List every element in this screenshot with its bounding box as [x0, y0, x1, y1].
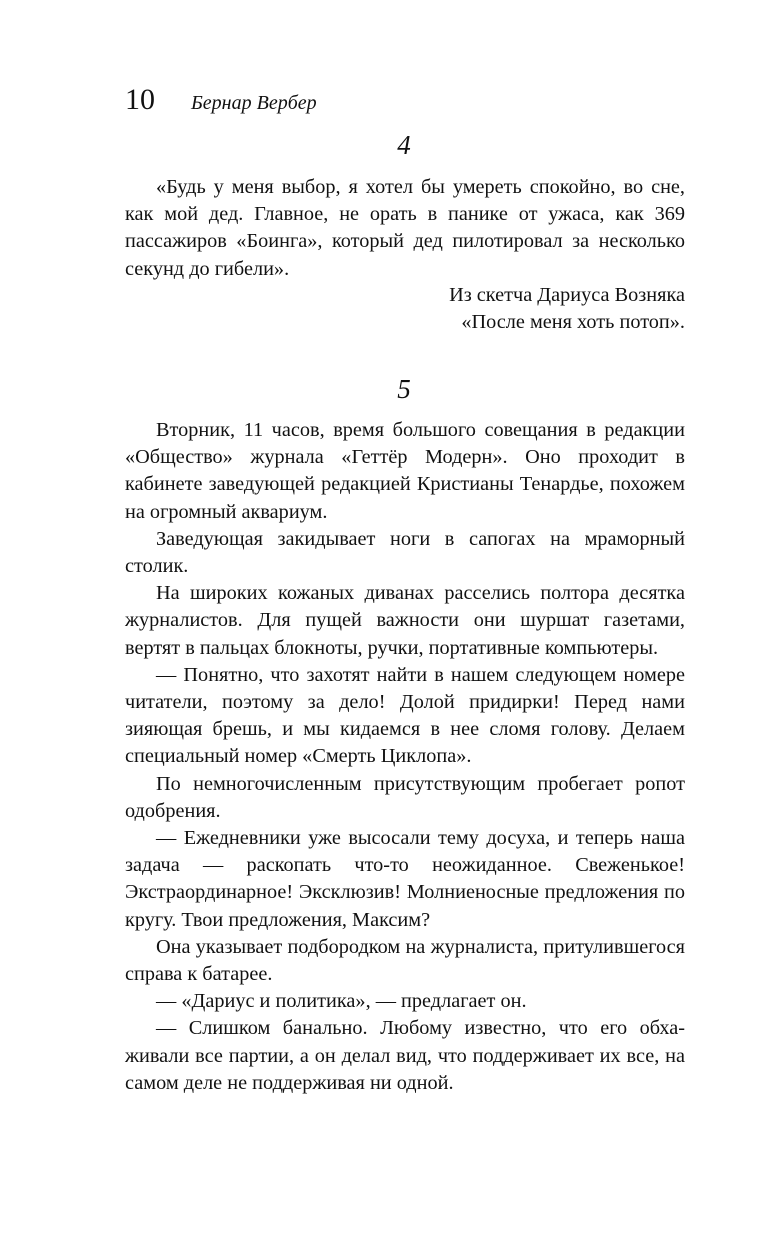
running-title: Бернар Вербер — [191, 92, 317, 114]
paragraph: Она указывает подбородком на журналиста, притулившегося справа к батарее. — [125, 935, 685, 986]
epigraph-text: «Будь у меня выбор, я хотел бы умереть спокойно, во сне, как мой дед. Главное, не орать в панике от ужаса, как 369 пассажиров «Боинга», который дед пилотировал за несколько секунд до гибели». — [125, 176, 685, 280]
page-number: 10 — [125, 83, 155, 116]
paragraph: — Слишком банально. Любому известно, что его обхаживали все партии, а он делал вид, что поддерживает их все, на самом деле не поддерживая ни одной. — [125, 1017, 685, 1094]
epigraph-source-title: «После меня хоть потоп». — [461, 311, 685, 334]
chapter-number-4: 4 — [397, 130, 411, 160]
chapter-number-5: 5 — [397, 374, 411, 404]
chapter-5-text — [125, 417, 685, 1097]
paragraph: — «Дариус и политика», — предлагает он. — [156, 990, 527, 1013]
paragraph: На широких кожаных диванах расселись полтора десятка журналистов. Для пущей важности они шуршат газетами, вертят в пальцах блокноты, ручки, портативные компьютеры. — [125, 582, 685, 659]
epigraph — [125, 174, 685, 283]
paragraph: По немногочисленным присутствующим пробегает ропот одобрения. — [125, 772, 685, 822]
page-header — [125, 82, 317, 118]
epigraph-source-author: Из скетча Дариуса Возняка — [449, 284, 685, 306]
paragraph: Вторник, 11 часов, время большого совещания в редакции «Общество» журнала «Геттёр Модерн». Оно проходит в кабинете заведующей редакцией Кристианы Тенардье, похожем на огромный аквариум. — [125, 419, 685, 523]
paragraph: Заведующая закидывает ноги в сапогах на мраморный столик. — [125, 527, 685, 578]
epigraph-source — [125, 282, 685, 336]
paragraph: — Понятно, что захотят найти в нашем следующем номере читатели, поэтому за дело! Долой придирки! Перед нами зияющая брешь, и мы кидаемся в нее сломя голову. Делаем специальный номер «Смерть Циклопа». — [125, 663, 685, 768]
paragraph: — Ежедневники уже высосали тему досуха, и теперь наша задача — раскопать что-то неожиданное. Свеженькое! Экстраординарное! Эксклюзив! Молниеносные предложения по кругу. Твои предложения, Максим? — [125, 827, 685, 931]
